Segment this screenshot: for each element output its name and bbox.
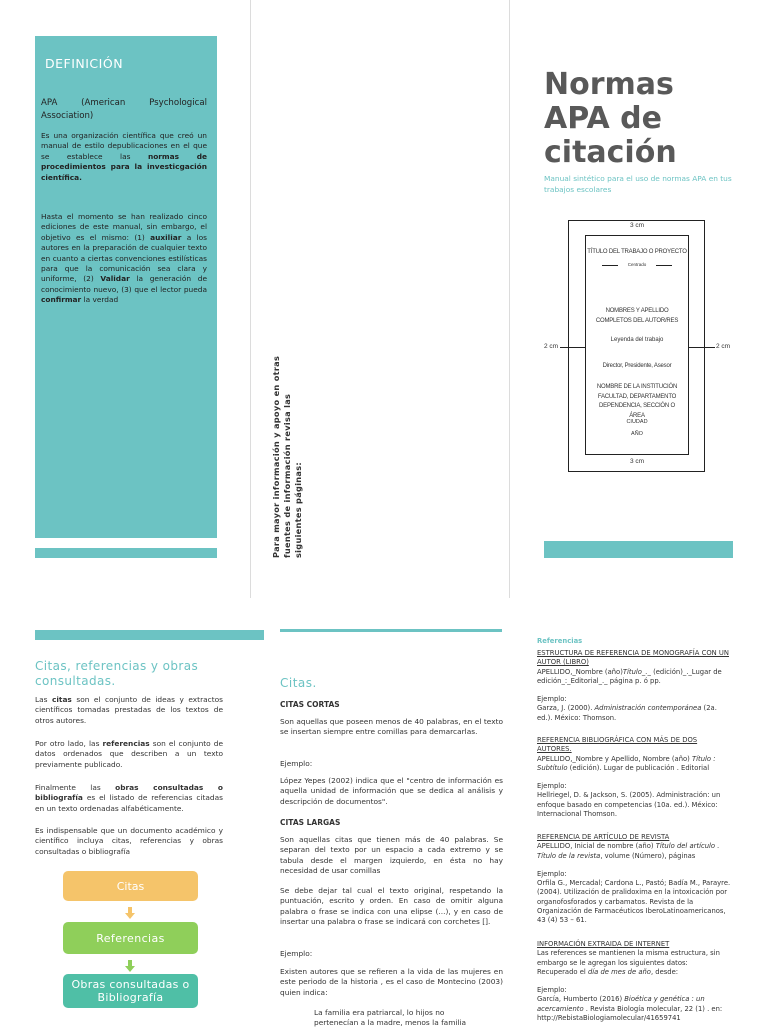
teal-bar bbox=[35, 548, 217, 558]
ref-section-heading: REFERENCIA DE ARTÍCULO DE REVISTA bbox=[537, 833, 670, 841]
teal-bar bbox=[35, 630, 264, 640]
diagram-director: Director, Presidente, Asesor bbox=[602, 363, 672, 369]
arrow-down-icon bbox=[125, 904, 135, 916]
top-margin-label: 3 cm bbox=[629, 222, 645, 229]
diagram-institution: NOMBRE DE LA INSTITUCIÓN FACULTAD, DEPARTAMENTO DEPENDENCIA, SECCIÓN O ÁREA bbox=[596, 384, 678, 419]
citas-largas-heading: CITAS LARGAS bbox=[280, 818, 341, 827]
ref-section-heading: ESTRUCTURA DE REFERENCIA DE MONOGRAFÍA CON UN AUTOR (LIBRO) bbox=[537, 649, 729, 667]
definition-paragraph-1: Es una organización científica que creó un manual de estilo depublicaciones en el que se establece las normas de procedimientos para la investicgación científica. bbox=[41, 131, 207, 182]
ref-structure: APELLIDO,_Nombre (año)Título_._ (edición)_._Lugar de edición_:_Editorial_._ página p. ó pp. bbox=[537, 667, 722, 685]
vertical-note: Para mayor información y apoyo en otras fuentes de información revisa las siguientes páginas: bbox=[271, 355, 303, 558]
ref-example: Garza, J. (2000). Administración contemporánea (2a. ed.). México: Thomson. bbox=[537, 704, 717, 722]
ejemplo-label: Ejemplo: bbox=[280, 759, 313, 768]
right-margin-label: 2 cm bbox=[716, 343, 731, 350]
ref-section-internet bbox=[537, 940, 733, 1023]
citas-intro-heading: Citas, referencias y obras consultadas. bbox=[35, 659, 199, 688]
bottom-margin-label: 3 cm bbox=[629, 458, 645, 465]
cover-title: Normas APA de citación bbox=[544, 67, 677, 170]
diagram-centered: Centrado bbox=[627, 262, 647, 267]
diagram-rule-right bbox=[656, 265, 672, 266]
ref-section-heading: INFORMACIÓN EXTRAIDA DE INTERNET bbox=[537, 940, 670, 948]
ref-structure: Las references se mantienen la misma estructura, sin embargo se le agregan los siguientes datos: bbox=[537, 949, 720, 967]
diagram-legend: Leyenda del trabajo bbox=[610, 337, 664, 343]
column-divider bbox=[509, 0, 510, 598]
flow-obras-box: Obras consultadas o Bibliografía bbox=[63, 974, 198, 1008]
title-page-diagram bbox=[540, 218, 740, 472]
block-quote: La familia era patriarcal, lo hijos no pertenecían a la madre, menos la familia bbox=[314, 1008, 467, 1028]
citas-largas-text: Son aquellas citas que tienen más de 40 palabras. Se separan del texto por un espacio a cada extremo y se tabula desde el margen izquierdo, en ésta no hay necesidad de usar comillas bbox=[280, 835, 503, 876]
ref-section-revista bbox=[537, 833, 733, 926]
citas-heading: Citas. bbox=[280, 676, 317, 690]
ref-structure: APELLIDO, Inicial de nombre (año) Título del artículo . Título de la revista, volume (Número), páginas bbox=[537, 842, 720, 860]
ref-section-monografia bbox=[537, 649, 733, 723]
ejemplo-label: Ejemplo: bbox=[280, 949, 313, 958]
citas-cortas-heading: CITAS CORTAS bbox=[280, 700, 340, 709]
column-divider bbox=[250, 0, 251, 598]
diagram-title-line: TÍTULO DEL TRABAJO O PROYECTO bbox=[587, 249, 687, 255]
definition-paragraph-2: Hasta el momento se han realizado cinco ediciones de este manual, sin embargo, el objetivo es el mismo: (1) auxiliar a los autores en la preparación de cualquier texto en cuanto a ciertas convenciones estilísticas para que la comunicación sea clara y uniforme, (2) Validar la generación de conocimiento nuevo, (3) que el lector pueda confirmar la verdad bbox=[41, 212, 208, 305]
citas-cortas-text: Son aquellas que poseen menos de 40 palabras, en el texto se insertan siempre entre comillas para demarcarlas. bbox=[280, 717, 503, 737]
diagram-rule-left bbox=[602, 265, 618, 266]
citas-intro-p1: Las citas son el conjunto de ideas y extractos científicos tomadas prestadas de los textos de otros autores. bbox=[35, 695, 223, 725]
ref-example: Orfila G., Mercadal; Cardona L., Pastó; Badía M., Parayre. (2004). Utilización de pralidoxima en la intoxicación por organofosforados y carbamatos. Revista de la Organización de Farmacéuticos IberoLatinoamericanos, 43 (4) 53 – 61. bbox=[537, 879, 731, 925]
definition-heading: DEFINICIÓN bbox=[45, 56, 124, 71]
diagram-city: CIUDAD bbox=[626, 419, 648, 425]
ref-section-autores bbox=[537, 736, 733, 819]
teal-rule bbox=[280, 629, 502, 632]
apa-name: APA (American Psychological Association) bbox=[41, 98, 207, 121]
flow-citas-box: Citas bbox=[63, 871, 198, 901]
ejemplo-label: Ejemplo: bbox=[537, 782, 567, 791]
citas-intro-p4: Es indispensable que un documento académico y científico incluya citas, referencias y obras consultadas o bibliografía bbox=[35, 826, 223, 856]
ref-example: Hellriegel, D. & Jackson, S. (2005). Administración: un enfoque basado en competencias (10a. ed.). México: Internacional Thomson. bbox=[537, 791, 721, 819]
citas-largas-text-2: Se debe dejar tal cual el texto original, respetando la puntuación, escrito y orden. En caso de omitir alguna palabra o frase se indica con una elipse (...), y en caso de insertar una palabra o frase se indicará con corchetes []. bbox=[280, 886, 503, 927]
citas-intro-p2: Por otro lado, las referencias son el conjunto de datos ordenados que describen a un texto previamente publicado. bbox=[35, 739, 223, 769]
cover-subtitle: Manual sintético para el uso de normas APA en tus trabajos escolares bbox=[544, 174, 732, 194]
citas-largas-example: Existen autores que se refieren a la vida de las mujeres en este periodo de la historia , es el caso de Montecino (2003) quien indica: bbox=[280, 967, 503, 997]
flow-referencias-box: Referencias bbox=[63, 922, 198, 954]
left-margin-line bbox=[560, 347, 586, 348]
ejemplo-label: Ejemplo: bbox=[537, 869, 567, 878]
ejemplo-label: Ejemplo: bbox=[537, 695, 567, 704]
arrow-down-icon bbox=[125, 957, 135, 969]
citas-intro-p3: Finalmente las obras consultadas o bibliografía es el listado de referencias citadas en un texto ordenadas alfabéticamente. bbox=[35, 783, 223, 813]
referencias-heading: Referencias bbox=[537, 637, 583, 645]
diagram-year: AÑO bbox=[631, 431, 643, 437]
left-margin-label: 2 cm bbox=[544, 343, 559, 350]
right-margin-line bbox=[689, 347, 715, 348]
ref-section-heading: REFERENCIA BIBLIOGRÁFICA CON MÁS DE DOS AUTORES. bbox=[537, 736, 698, 754]
ref-structure: Recuperado el día de mes de año, desde: bbox=[537, 967, 679, 976]
teal-bar bbox=[544, 541, 733, 558]
diagram-names: NOMBRES Y APELLIDO COMPLETOS DEL AUTOR/RES bbox=[595, 308, 679, 324]
ref-example: García, Humberto (2016) Bioética y genética : un acercamiento . Revista Biología molecular, 22 (1) . en: http://RebistaBiologiamolecular/41659741 bbox=[537, 995, 723, 1023]
definition-panel bbox=[35, 36, 217, 538]
ref-structure: APELLIDO,_Nombre y Apellido, Nombre (año) Título : Subtítulo (edición). Lugar de publicación . Editorial bbox=[537, 754, 716, 772]
ejemplo-label: Ejemplo: bbox=[537, 986, 567, 995]
citas-cortas-example: López Yepes (2002) indica que el "centro de información es aquella unidad de información que se dedica al análisis y descripción de documentos". bbox=[280, 776, 503, 806]
